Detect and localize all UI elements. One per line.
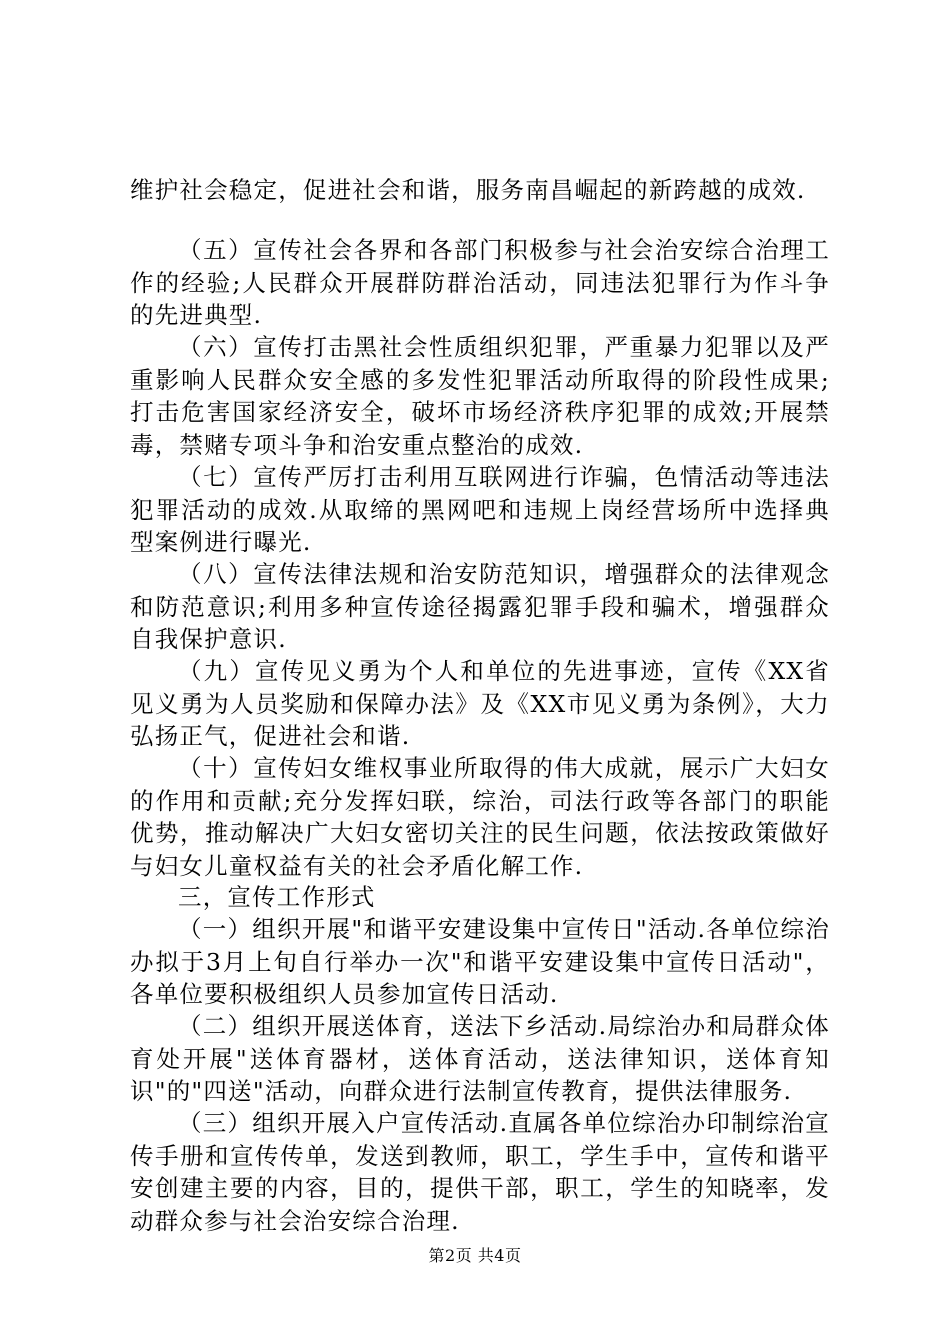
paragraph-form-2: （二）组织开展送体育，送法下乡活动.局综治办和局群众体育处开展"送体育器材，送体育活动，送法律知识，送体育知识"的"四送"活动，向群众进行法制宣传教育，提供法律服务. — [130, 1012, 830, 1105]
section-heading-3: 三，宣传工作形式 — [178, 883, 376, 911]
paragraph-form-1: （一）组织开展"和谐平安建设集中宣传日"活动.各单位综治办拟于3月上旬自行举办一次"和谐平安建设集中宣传日活动"，各单位要积极组织人员参加宣传日活动. — [130, 915, 830, 1008]
paragraph-item-9: （九）宣传见义勇为个人和单位的先进事迹，宣传《XX省见义勇为人员奖励和保障办法》及《XX市见义勇为条例》，大力弘扬正气，促进社会和谐. — [130, 657, 830, 750]
page-footer: 第2页 共4页 — [428, 1246, 522, 1265]
paragraph-item-6: （六）宣传打击黑社会性质组织犯罪，严重暴力犯罪以及严重影响人民群众安全感的多发性犯罪活动所取得的阶段性成果;打击危害国家经济安全，破坏市场经济秩序犯罪的成效;开展禁毒，禁赌专项斗争和治安重点整治的成效. — [130, 333, 830, 459]
paragraph-form-3: （三）组织开展入户宣传活动.直属各单位综治办印制综治宣传手册和宣传传单，发送到教师，职工，学生手中，宣传和谐平安创建主要的内容，目的，提供干部，职工，学生的知晓率，发动群众参与社会治安综合治理. — [130, 1109, 830, 1235]
paragraph-item-10: （十）宣传妇女维权事业所取得的伟大成就，展示广大妇女的作用和贡献;充分发挥妇联，综治，司法行政等各部门的职能优势，推动解决广大妇女密切关注的民生问题，依法按政策做好与妇女儿童权益有关的社会矛盾化解工作. — [130, 754, 830, 880]
paragraph-item-5: （五）宣传社会各界和各部门积极参与社会治安综合治理工作的经验;人民群众开展群防群治活动，同违法犯罪行为作斗争的先进典型. — [130, 236, 830, 329]
paragraph-item-8: （八）宣传法律法规和治安防范知识，增强群众的法律观念和防范意识;利用多种宣传途径揭露犯罪手段和骗术，增强群众自我保护意识. — [130, 560, 830, 653]
paragraph-item-7: （七）宣传严厉打击利用互联网进行诈骗，色情活动等违法犯罪活动的成效.从取缔的黑网吧和违规上岗经营场所中选择典型案例进行曝光. — [130, 463, 830, 556]
paragraph-continuation: 维护社会稳定，促进社会和谐，服务南昌崛起的新跨越的成效. — [130, 176, 806, 204]
